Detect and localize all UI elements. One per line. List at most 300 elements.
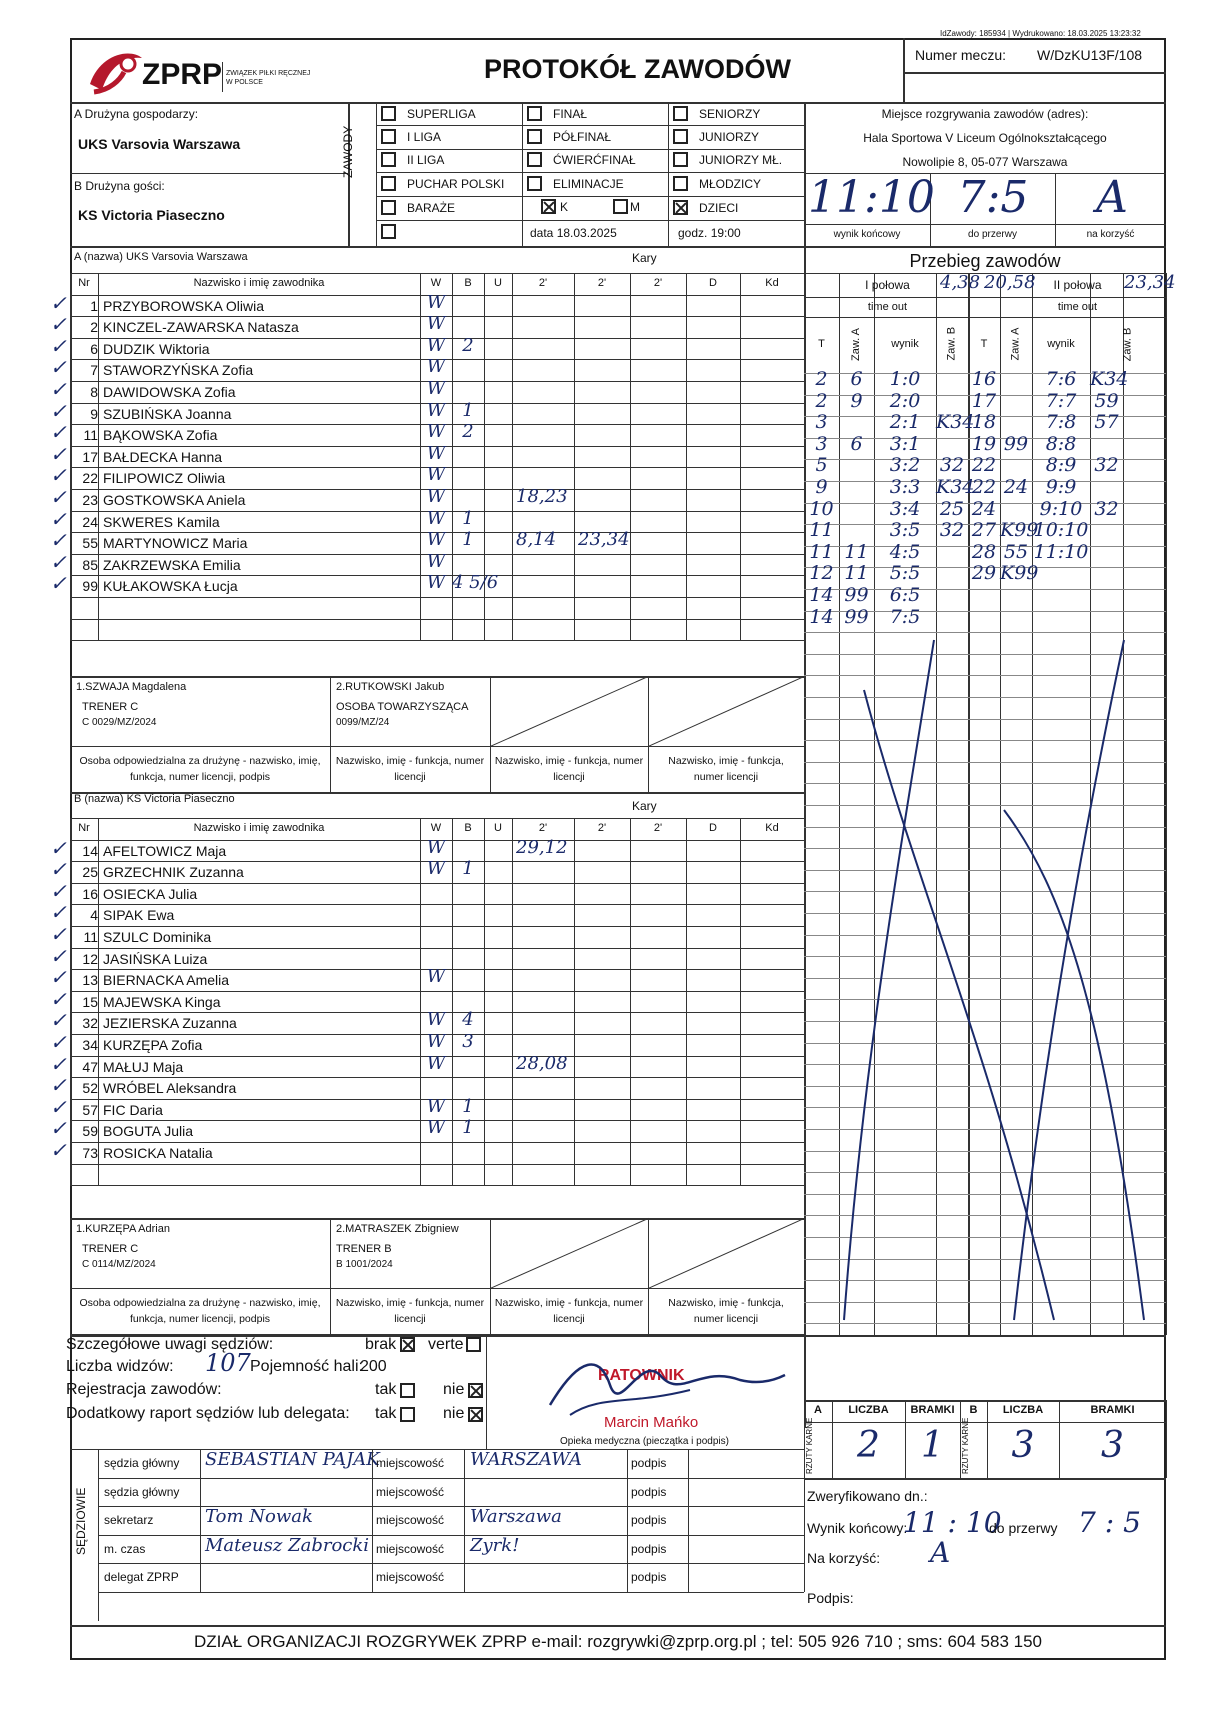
team-b-player-w: W <box>426 1009 446 1031</box>
team-a-player-nr: 1 <box>90 297 98 314</box>
team-b-player-nr: 16 <box>82 885 98 902</box>
reg-nie-checkbox[interactable] <box>468 1383 483 1398</box>
team-b-official-licence: B 1001/2024 <box>336 1259 393 1270</box>
team-a-player-name: STAWORZYŃSKA Zofia <box>103 362 254 379</box>
team-b-header-7: 2' <box>653 822 663 834</box>
penalty-b_goals: 3 <box>1101 1425 1124 1466</box>
progress-cell-b: K34 <box>936 411 975 434</box>
team-b-player-w: W <box>426 836 446 858</box>
team-b-player-nr: 47 <box>82 1058 98 1075</box>
progress-cell-t2: 19 <box>971 432 997 455</box>
team-b-official-name: 2.MATRASZEK Zbigniew <box>336 1223 459 1235</box>
progress-cell-a: 6 <box>850 368 863 390</box>
competition-col3-checkbox-3[interactable] <box>673 176 688 191</box>
progress-cell-a: 11 <box>844 562 869 585</box>
team-b-player-w: W <box>426 1052 446 1074</box>
progress-cell-a: 6 <box>850 432 863 455</box>
team-a-player-w: W <box>426 421 446 443</box>
brak-checkbox[interactable] <box>400 1337 415 1352</box>
verif-final-label: Wynik końcowy: <box>807 1520 908 1536</box>
team-b-player-nr: 57 <box>82 1101 98 1118</box>
competition-col2-checkbox-3[interactable] <box>527 176 542 191</box>
team-a-player-nr: 99 <box>82 578 98 595</box>
progress-col-header-1: Zaw. A <box>850 327 862 362</box>
spectators-value: 107 <box>205 1349 251 1377</box>
competition-col3-checkbox-1[interactable] <box>673 129 688 144</box>
capacity-value: 200 <box>360 1358 387 1375</box>
verif-winner: A <box>930 1536 951 1569</box>
progress-cell-s: 4:5 <box>889 540 921 563</box>
team-b-official-licence: C 0114/MZ/2024 <box>82 1259 156 1270</box>
team-a-player-w: W <box>426 356 446 378</box>
progress-col-header-5: Zaw. A <box>1009 327 1022 361</box>
team-a-player-w: W <box>426 378 446 399</box>
team-b-check-mark: ✓ <box>50 1138 67 1162</box>
team-b-player-p1: 29,12 <box>516 836 568 858</box>
progress-cell-b2: 59 <box>1094 389 1119 412</box>
team-b-player-b: 1 <box>462 1117 474 1139</box>
team-b-check-mark: ✓ <box>50 1094 67 1119</box>
team-b-player-name: JASIŃSKA Luiza <box>103 950 208 967</box>
progress-col-header-7: Zaw. B <box>1121 327 1134 362</box>
progress-cell-s: 3:2 <box>889 454 921 477</box>
team-b-player-name: GRZECHNIK Zuzanna <box>103 864 244 881</box>
referee-name: SEBASTIAN PAJAK <box>205 1449 380 1470</box>
h1-timeout-2: 20,58 <box>984 272 1036 293</box>
penalty-a_goals: 1 <box>921 1425 944 1466</box>
progress-cell-b2: K34 <box>1090 368 1129 390</box>
team-b-check-mark: ✓ <box>50 878 67 903</box>
team-a-player-nr: 7 <box>90 362 98 379</box>
reg-tak-checkbox[interactable] <box>400 1383 415 1398</box>
penalty-header-2: BRAMKI <box>910 1404 955 1416</box>
team-b-player-name: MAŁUJ Maja <box>103 1058 184 1075</box>
progress-cell-s2: 11:10 <box>1033 540 1089 563</box>
team-a-player-w: W <box>426 442 446 464</box>
competition-col2-checkbox-2[interactable] <box>527 152 542 167</box>
team-a-officials-footer: Nazwisko, imię - funkcja, numer licencji <box>335 755 485 783</box>
verif-half-score: 7 : 5 <box>1078 1506 1141 1539</box>
progress-cell-b: 32 <box>939 519 965 542</box>
h2-label: II połowa <box>1053 278 1102 292</box>
team-b-check-mark: ✓ <box>50 835 67 860</box>
team-b-player-nr: 13 <box>82 972 98 989</box>
progress-cell-t: 14 <box>809 584 834 606</box>
progress-cell-t2: 17 <box>971 389 997 412</box>
team-b-player-w: W <box>426 1117 446 1139</box>
team-a-check-mark: ✓ <box>50 549 67 574</box>
remarks-label: Szczegółowe uwagi sędziów: <box>66 1336 274 1353</box>
progress-cell-s: 5:5 <box>889 562 921 585</box>
progress-cell-s2: 7:7 <box>1045 389 1077 412</box>
team-a-player-b: 1 <box>462 399 474 421</box>
team-a-player-name: DUDZIK Wiktoria <box>103 340 210 357</box>
progress-cell-t2: 22 <box>971 476 997 498</box>
match-time: godz. 19:00 <box>678 226 741 240</box>
k-checkbox[interactable] <box>541 199 556 214</box>
h2-timeout-label: time out <box>1057 301 1098 313</box>
competition-col3-label-0: SENIORZY <box>699 107 761 121</box>
progress-cell-t: 2 <box>815 389 828 412</box>
competition-col3-label-4: DZIECI <box>699 201 739 215</box>
team-b-header-8: D <box>709 822 717 834</box>
team-b-player-name: BOGUTA Julia <box>103 1123 193 1140</box>
team-a-check-mark: ✓ <box>50 398 67 423</box>
team-a-player-name: PRZYBOROWSKA Oliwia <box>103 297 265 314</box>
team-b-header-3: B <box>464 822 472 834</box>
h1-timeout-1: 4,38 <box>940 272 981 293</box>
half-score: 7:5 <box>957 172 1029 223</box>
h2-timeout-1: 23,34 <box>1124 272 1176 293</box>
progress-cell-t2: 27 <box>971 519 997 542</box>
team-a-check-mark: ✓ <box>50 441 67 466</box>
team-a-player-b: 1 <box>462 507 474 529</box>
progress-cell-a2: 24 <box>1003 476 1029 498</box>
team-a-player-name: BAŁDECKA Hanna <box>103 448 223 465</box>
team-b-player-nr: 14 <box>82 842 98 859</box>
brak-label: brak <box>365 1336 397 1353</box>
team-b-officials-footer: Osoba odpowiedzialna za drużynę - nazwisko, imię, funkcja, numer licencji, podpis <box>79 1297 321 1325</box>
competition-col2-label-3: ELIMINACJE <box>553 177 624 191</box>
referee-city-label: miejscowość <box>376 1541 445 1556</box>
progress-cell-a: 9 <box>850 389 863 412</box>
team-b-player-nr: 34 <box>82 1037 98 1053</box>
team-b-player-nr: 4 <box>90 907 98 924</box>
verte-checkbox[interactable] <box>466 1337 481 1352</box>
team-b-player-name: JEZIERSKA Zuzanna <box>103 1015 237 1032</box>
team-b-player-w: W <box>426 1031 446 1052</box>
progress-cell-a2: K99 <box>1000 562 1039 585</box>
team-a-check-mark: ✓ <box>50 528 67 553</box>
team-b-check-mark: ✓ <box>50 1116 67 1141</box>
team-b-player-b: 1 <box>462 1095 474 1117</box>
team-b-header-1: Nazwisko i imię zawodnika <box>193 822 325 834</box>
team-a-officials-footer: Osoba odpowiedzialna za drużynę - nazwisko, imię, funkcja, numer licencji, podpis <box>79 755 321 783</box>
team-a-check-mark: ✓ <box>50 420 67 445</box>
team-a-header-8: D <box>709 277 717 289</box>
team-b-player-nr: 32 <box>82 1015 98 1032</box>
team-a-player-nr: 17 <box>82 448 98 465</box>
competition-col3-checkbox-0[interactable] <box>673 106 688 121</box>
competition-col1-checkbox-0[interactable] <box>381 106 396 121</box>
team-a-header-0: Nr <box>78 277 90 289</box>
team-a-player-name: SKWERES Kamila <box>103 513 220 530</box>
team-b-player-name: BIERNACKA Amelia <box>103 972 230 989</box>
team-b-header-2: W <box>430 822 442 834</box>
progress-cell-a2: 99 <box>1003 432 1029 455</box>
progress-cell-t: 9 <box>815 476 828 498</box>
team-a-player-b: 1 <box>462 529 474 551</box>
verte-label: verte <box>428 1336 464 1353</box>
progress-cell-s2: 9:9 <box>1045 476 1077 498</box>
away-team-name: KS Victoria Piaseczno <box>78 207 225 223</box>
team-a-player-nr: 24 <box>82 513 98 530</box>
progress-cell-a: 99 <box>844 605 869 628</box>
progress-cell-a2: 55 <box>1003 540 1029 563</box>
competition-col1-label-3: PUCHAR POLSKI <box>407 177 505 191</box>
team-b-player-nr: 12 <box>82 950 98 967</box>
competition-col3-checkbox-2[interactable] <box>673 152 688 167</box>
referee-city-label: miejscowość <box>376 1513 445 1527</box>
team-a-check-mark: ✓ <box>50 312 67 337</box>
progress-cell-a2: K99 <box>1000 519 1039 542</box>
progress-cell-t2: 24 <box>971 497 997 520</box>
team-b-player-name: SIPAK Ewa <box>103 907 175 924</box>
progress-cell-b: K34 <box>936 476 975 498</box>
progress-cell-b2: 57 <box>1094 411 1119 434</box>
logo-sub-1: ZWIĄZEK PIŁKI RĘCZNEJ <box>226 70 311 77</box>
team-b-player-b: 1 <box>462 858 474 880</box>
reg-nie-label: nie <box>443 1381 465 1398</box>
team-a-header-6: 2' <box>597 277 607 289</box>
team-b-check-mark: ✓ <box>50 1008 67 1033</box>
team-a-header-7: 2' <box>653 277 663 289</box>
referee-city: Warszawa <box>470 1506 562 1527</box>
team-b-officials-footer: Nazwisko, imię - funkcja, numer licencji <box>668 1297 784 1325</box>
team-a-player-w: W <box>426 334 446 356</box>
team-a-player-nr: 55 <box>82 535 98 552</box>
team-b-player-name: OSIECKA Julia <box>103 885 198 902</box>
team-a-check-mark: ✓ <box>50 463 67 488</box>
team-b-header-5: 2' <box>538 822 548 834</box>
team-a-official-licence: 0099/MZ/24 <box>336 717 390 728</box>
progress-cell-s: 6:5 <box>889 584 921 606</box>
referee-city-label: miejscowość <box>376 1456 445 1470</box>
verified-label: Zweryfikowano dn.: <box>807 1488 928 1504</box>
k-label: K <box>560 200 569 214</box>
progress-cell-t: 11 <box>809 519 834 542</box>
logo-text: ZPRP <box>142 58 223 91</box>
team-a-check-mark: ✓ <box>50 506 67 531</box>
referee-city: WARSZAWA <box>470 1449 582 1470</box>
team-a-player-nr: 23 <box>82 492 98 508</box>
progress-cell-s2: 8:8 <box>1045 432 1077 455</box>
progress-cell-t2: 28 <box>971 540 997 563</box>
team-a-player-w: W <box>426 291 446 313</box>
team-a-check-mark: ✓ <box>50 377 67 401</box>
team-a-header-5: 2' <box>538 277 548 289</box>
penalty-rzuty-a: RZUTY KARNE <box>805 1417 814 1474</box>
match-number: W/DzKU13F/108 <box>1037 47 1143 63</box>
team-a-check-mark: ✓ <box>50 571 67 596</box>
penalty-header-5: BRAMKI <box>1090 1404 1135 1416</box>
competition-col2-label-0: FINAŁ <box>553 107 588 121</box>
team-a-player-nr: 6 <box>90 340 98 357</box>
extra-nie-label: nie <box>443 1405 465 1422</box>
competition-col3-label-3: MŁODZICY <box>699 177 762 191</box>
team-a-player-w: W <box>426 486 446 507</box>
team-b-player-name: ROSICKA Natalia <box>103 1145 213 1161</box>
venue-label: Miejsce rozgrywania zawodów (adres): <box>881 107 1089 121</box>
referee-role: delegat ZPRP <box>104 1570 179 1584</box>
team-a-player-nr: 2 <box>90 319 98 336</box>
team-b-section-label: B (nazwa) KS Victoria Piaseczno <box>74 793 235 805</box>
progress-cell-b: 25 <box>939 497 965 520</box>
competition-col1-label-1: I LIGA <box>407 130 442 144</box>
referee-sign-label: podpis <box>631 1484 667 1499</box>
competition-col1-checkbox-2[interactable] <box>381 152 396 167</box>
logo-sub-2: W POLSCE <box>226 79 263 86</box>
competition-col2-checkbox-1[interactable] <box>527 129 542 144</box>
team-a-player-nr: 11 <box>83 427 98 444</box>
m-checkbox[interactable] <box>613 199 628 214</box>
match-date: data 18.03.2025 <box>530 226 617 240</box>
registration-label: Rejestracja zawodów: <box>66 1381 222 1398</box>
team-a-player-name: MARTYNOWICZ Maria <box>103 535 248 552</box>
team-b-player-name: MAJEWSKA Kinga <box>103 993 221 1010</box>
team-b-player-nr: 73 <box>82 1145 98 1161</box>
team-a-player-nr: 8 <box>90 384 98 400</box>
extra-nie-checkbox[interactable] <box>468 1407 483 1422</box>
team-a-kary-label: Kary <box>632 251 657 265</box>
penalty-a_count: 2 <box>857 1425 880 1466</box>
team-a-player-p2: 23,34 <box>578 529 630 551</box>
team-b-player-w: W <box>426 1095 446 1117</box>
progress-cell-s: 3:5 <box>889 519 921 542</box>
team-b-player-nr: 15 <box>82 993 98 1010</box>
progress-cell-t: 11 <box>809 540 834 563</box>
progress-cell-t: 3 <box>815 432 828 455</box>
progress-cell-t: 10 <box>809 497 834 520</box>
competition-col1-label-2: II LIGA <box>407 153 445 167</box>
zprp-logo-icon <box>80 44 150 100</box>
team-a-player-name: DAWIDOWSKA Zofia <box>103 384 236 400</box>
capacity-label: Pojemność hali: <box>250 1358 363 1375</box>
team-a-officials-footer: Nazwisko, imię - funkcja, numer licencji <box>668 755 784 783</box>
reg-tak-label: tak <box>375 1381 397 1398</box>
team-b-header-9: Kd <box>765 822 779 834</box>
team-a-official-role: OSOBA TOWARZYSZĄCA <box>336 701 469 713</box>
team-b-header-6: 2' <box>597 822 607 834</box>
progress-cell-s: 3:1 <box>889 432 921 455</box>
team-b-player-w: W <box>426 858 446 880</box>
competition-col3-checkbox-4[interactable] <box>673 200 688 215</box>
team-a-check-mark: ✓ <box>50 485 67 509</box>
team-b-check-mark: ✓ <box>50 965 67 990</box>
competition-col1-checkbox-3[interactable] <box>381 176 396 191</box>
stamp-title: RATOWNIK <box>598 1367 685 1384</box>
penalty-b_count: 3 <box>1011 1425 1035 1466</box>
penalty-header-0: A <box>814 1404 822 1416</box>
half-label: do przerwy <box>968 229 1017 240</box>
page-title: PROTOKÓŁ ZAWODÓW <box>484 54 791 84</box>
team-a-header-2: W <box>430 277 442 289</box>
zawody-label: ZAWODY <box>341 125 355 178</box>
extra-tak-checkbox[interactable] <box>400 1407 415 1422</box>
final-score: 11:10 <box>808 172 935 223</box>
team-a-official-name: 1.SZWAJA Magdalena <box>76 681 187 693</box>
team-b-player-name: FIC Daria <box>103 1101 163 1118</box>
referee-city-label: miejscowość <box>376 1484 445 1499</box>
progress-cell-s: 2:0 <box>889 389 921 412</box>
referee-role: sędzia główny <box>104 1484 180 1499</box>
referee-role: m. czas <box>104 1541 146 1556</box>
team-a-player-nr: 9 <box>90 405 98 422</box>
progress-col-header-4: T <box>980 338 988 350</box>
venue-line-1: Hala Sportowa V Liceum Ogólnokształcącego <box>863 131 1107 145</box>
team-a-header-3: B <box>464 277 472 289</box>
progress-cell-t2: 18 <box>971 411 997 434</box>
extra-tak-label: tak <box>375 1405 397 1422</box>
verif-final-score: 11 : 10 <box>903 1506 1002 1539</box>
team-a-header-1: Nazwisko i imię zawodnika <box>193 277 325 289</box>
team-b-player-nr: 11 <box>83 929 98 945</box>
competition-col1-label-4: BARAŻE <box>407 201 456 215</box>
team-a-section-label: A (nazwa) UKS Varsovia Warszawa <box>74 251 248 263</box>
team-a-player-name: GOSTKOWSKA Aniela <box>103 492 246 508</box>
venue-line-2: Nowolipie 8, 05-077 Warszawa <box>902 155 1068 169</box>
competition-extra-checkbox[interactable] <box>381 224 396 239</box>
team-a-player-w: W <box>426 572 446 594</box>
progress-cell-s: 3:4 <box>889 497 921 520</box>
team-a-player-w: W <box>426 399 446 421</box>
competition-col1-checkbox-4[interactable] <box>381 200 396 215</box>
progress-cell-s: 3:3 <box>889 476 921 498</box>
progress-cell-s: 2:1 <box>889 411 921 434</box>
team-a-player-name: SZUBIŃSKA Joanna <box>103 405 232 422</box>
winner-label: na korzyść <box>1086 229 1135 240</box>
competition-col1-checkbox-1[interactable] <box>381 129 396 144</box>
competition-col3-label-2: JUNIORZY MŁ. <box>699 153 783 167</box>
progress-cell-s2: 10:10 <box>1033 519 1089 542</box>
progress-cell-s2: 7:8 <box>1045 411 1077 434</box>
team-b-player-name: KURZĘPA Zofia <box>103 1037 203 1053</box>
progress-cell-a: 11 <box>844 540 869 563</box>
referee-city: Zyrk! <box>470 1534 520 1556</box>
medical-signature <box>540 1345 790 1425</box>
competition-col2-checkbox-0[interactable] <box>527 106 542 121</box>
progress-cell-b: 32 <box>939 454 965 477</box>
final-label: wynik końcowy <box>833 229 901 240</box>
progress-cell-t2: 29 <box>971 562 997 585</box>
unused-area-cross <box>804 630 1166 1330</box>
referee-role: sekretarz <box>104 1513 154 1527</box>
progress-col-header-0: T <box>818 338 825 350</box>
progress-cell-b2: 32 <box>1094 454 1119 477</box>
referee-name: Mateusz Zabrocki <box>205 1534 370 1556</box>
progress-cell-s2: 7:6 <box>1045 368 1077 390</box>
progress-cell-t: 3 <box>815 411 828 434</box>
team-a-player-p1: 18,23 <box>516 486 568 507</box>
referee-sign-label: podpis <box>631 1456 667 1470</box>
team-a-officials-footer: Nazwisko, imię - funkcja, numer licencji <box>494 755 644 783</box>
progress-cell-a: 99 <box>844 584 869 606</box>
team-b-kary-label: Kary <box>632 799 657 813</box>
team-a-check-mark: ✓ <box>50 290 67 315</box>
referee-name: Tom Nowak <box>205 1506 313 1527</box>
team-a-player-b: 2 <box>462 421 474 443</box>
progress-cell-b2: 32 <box>1094 497 1119 520</box>
team-a-player-p1: 8,14 <box>516 529 557 551</box>
team-a-header-9: Kd <box>765 277 779 289</box>
referees-section-label: SĘDZIOWIE <box>74 1487 88 1555</box>
extra-report-label: Dodatkowy raport sędziów lub delegata: <box>66 1405 350 1422</box>
team-b-player-name: SZULC Dominika <box>103 929 212 945</box>
team-a-player-b: 4 5/6 <box>452 572 499 594</box>
team-b-player-nr: 25 <box>82 864 98 881</box>
home-team-label: A Drużyna gospodarzy: <box>74 107 199 121</box>
team-a-player-name: ZAKRZEWSKA Emilia <box>103 556 241 573</box>
verif-half-label: do przerwy <box>989 1520 1058 1536</box>
team-b-player-b: 4 <box>462 1009 474 1031</box>
competition-col3-label-1: JUNIORZY <box>699 130 759 144</box>
progress-cell-t2: 16 <box>971 368 997 390</box>
team-a-player-w: W <box>426 507 446 529</box>
home-team-name: UKS Varsovia Warszawa <box>78 136 241 152</box>
progress-cell-s: 7:5 <box>889 605 921 628</box>
team-b-officials-footer: Nazwisko, imię - funkcja, numer licencji <box>335 1297 485 1325</box>
team-a-player-w: W <box>426 313 446 335</box>
